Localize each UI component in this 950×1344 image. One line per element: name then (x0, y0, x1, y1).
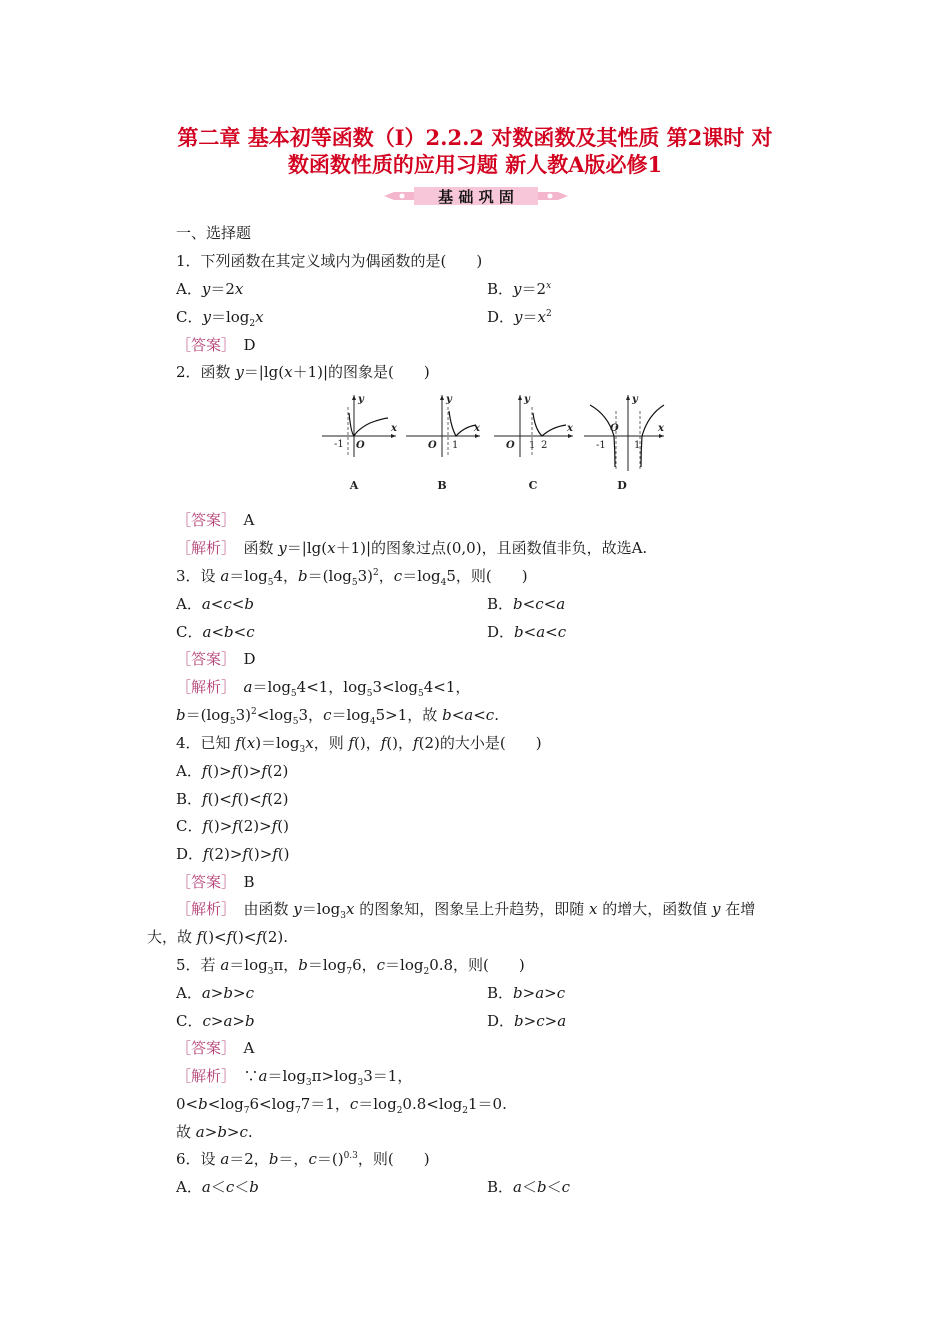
svg-text:1: 1 (529, 440, 536, 451)
q3-analysis-1: ［解析］ $a=\log_54<1$，$\log_53<\log_54<1$， (176, 678, 471, 699)
graph-a-x-label: x (391, 423, 397, 434)
q3-analysis-2: $b=(\log_53)^2<\log_53$，$c=\log_45>1$，故 b<a<c. (176, 706, 499, 727)
q1-option-c: C．$y=\log_2x$ (176, 308, 264, 329)
graph-c-label: C (528, 479, 538, 492)
q4-option-b: B．f()<f()<f(2) (176, 790, 289, 808)
svg-text:x: x (658, 423, 664, 434)
q5-analysis-3: 故 a>b>c. (176, 1123, 253, 1141)
svg-text:1: 1 (452, 440, 459, 451)
q4-analysis-2: 大，故 f()<f()<f(2). (147, 928, 289, 946)
q4-option-c: C．f()>f(2)>f() (176, 817, 289, 835)
graph-a-y-label: y (358, 394, 364, 405)
svg-text:y: y (524, 394, 530, 405)
q5-option-c: C．c>a>b (176, 1012, 255, 1030)
q1-option-d: D．$y=x^2$ (487, 308, 552, 326)
q2-answer: ［答案］ A (176, 511, 255, 529)
q3-answer: ［答案］ D (176, 650, 256, 668)
svg-text:O: O (506, 440, 515, 451)
svg-text:x: x (474, 423, 480, 434)
q3-option-b: B．b<c<a (487, 595, 566, 613)
q5-option-b: B．b>a>c (487, 984, 566, 1002)
document-title (130, 124, 820, 178)
title-line-1: 第二章 基本初等函数（Ⅰ）2.2.2 对数函数及其性质 第2课时 对 (177, 125, 773, 150)
q4-option-a: A．f()>f()>f(2) (176, 762, 289, 780)
svg-text:y: y (632, 394, 638, 405)
q6-option-b: B．a＜b＜c (487, 1178, 571, 1196)
title-line-2: 数函数性质的应用习题 新人教A版必修1 (287, 152, 663, 177)
svg-text:O: O (428, 440, 437, 451)
graph-a-origin-label: O (356, 440, 365, 451)
question-2: 2．函数 y＝|lg(x＋1)|的图象是( ) (176, 363, 430, 381)
graph-a-label: A (349, 479, 359, 492)
q2-analysis: ［解析］ 函数 y＝|lg(x＋1)|的图象过点(0,0)，且函数值非负，故选A. (176, 539, 648, 557)
question-5: 5．若 $a=\log_3\pi$，$b=\log_76$，$c=\log_20.8$，则( ) (176, 956, 525, 977)
graph-d (584, 394, 665, 492)
question-1: 1．下列函数在其定义域内为偶函数的是( ) (176, 252, 483, 270)
q1-option-b: B．$y=2^x$ (487, 280, 552, 298)
q4-analysis-1: ［解析］ 由函数 $y=\log_3x$ 的图象知，图象呈上升趋势，即随 x 的增大，函数值 y 在增 (176, 900, 756, 921)
svg-text:-1: -1 (334, 439, 344, 450)
q4-answer: ［答案］ B (176, 873, 255, 891)
q2-graph-options (318, 391, 670, 497)
q5-analysis-2: $0<b<\log_76<\log_77=1$，$c=\log_20.8<\log_21=0$. (176, 1095, 507, 1116)
q5-option-d: D．b>c>a (487, 1012, 567, 1030)
q3-option-a: A．a<c<b (176, 595, 254, 613)
graph-b-label: B (437, 479, 447, 492)
section-heading: 一、选择题 (176, 224, 252, 242)
graph-a (322, 394, 398, 492)
question-4: 4．已知 $f(x)=\log_3x$，则 f()，f()，f(2)的大小是( ) (176, 734, 542, 755)
q1-option-a: A．y＝2x (176, 280, 244, 298)
graph-d-label: D (617, 479, 627, 492)
question-3: 3．设 $a=\log_54$，$b=(\log_53)^2$，$c=\log_45$，则( ) (176, 567, 528, 588)
q5-answer: ［答案］ A (176, 1039, 255, 1057)
question-6: 6．设 a＝2，b＝，c＝()$^{0.3}$，则( ) (176, 1150, 430, 1168)
svg-text:x: x (567, 423, 573, 434)
graph-b (406, 394, 481, 492)
q4-option-d: D．f(2)>f()>f() (176, 845, 290, 863)
svg-text:y: y (446, 394, 452, 405)
q5-analysis-1: ［解析］ $\because a=\log_3\pi>\log_33=1$， (176, 1067, 413, 1088)
graph-c (494, 394, 574, 492)
q6-option-a: A．a＜c＜b (176, 1178, 259, 1196)
svg-text:1: 1 (634, 440, 641, 451)
q3-option-c: C．a<b<c (176, 623, 255, 641)
section-banner (384, 183, 568, 209)
q3-option-d: D．b<a<c (487, 623, 567, 641)
svg-text:2: 2 (541, 440, 548, 451)
q5-option-a: A．a>b>c (176, 984, 254, 1002)
q1-answer: ［答案］ D (176, 336, 256, 354)
svg-text:O: O (610, 423, 619, 434)
svg-text:-1: -1 (596, 440, 606, 451)
banner-text: 基 础 巩 固 (438, 188, 514, 206)
